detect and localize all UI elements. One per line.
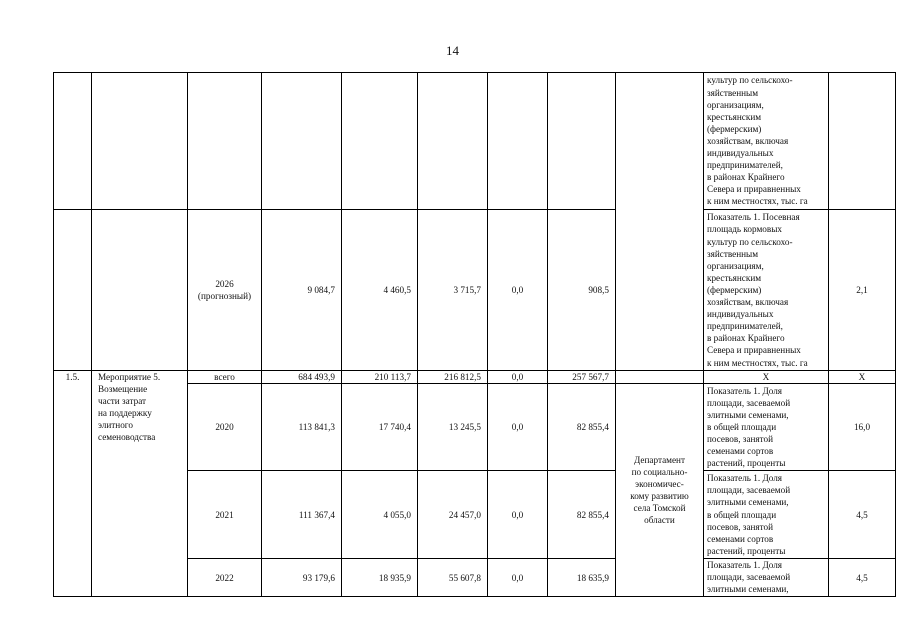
year-cell: всего xyxy=(188,371,262,384)
federal-cell: 210 113,7 xyxy=(342,371,418,384)
indicator-cell: X xyxy=(704,371,829,384)
total-cell: 684 493,9 xyxy=(262,371,342,384)
regional-cell xyxy=(418,73,488,210)
local-cell: 0,0 xyxy=(488,471,548,559)
other-cell: 18 635,9 xyxy=(548,559,616,597)
measure-name-cell xyxy=(92,73,188,210)
regional-cell: 13 245,5 xyxy=(418,384,488,471)
financing-table xyxy=(53,72,896,597)
row-number-cell: 1.5. xyxy=(54,371,92,597)
year-cell: 2021 xyxy=(188,471,262,559)
other-cell: 257 567,7 xyxy=(548,371,616,384)
local-cell: 0,0 xyxy=(488,371,548,384)
page-number: 14 xyxy=(446,43,459,58)
other-cell: 82 855,4 xyxy=(548,471,616,559)
other-cell xyxy=(548,73,616,210)
row-number-cell xyxy=(54,73,92,210)
year-cell: 2022 xyxy=(188,559,262,597)
executor-cell xyxy=(616,73,704,371)
table-row xyxy=(54,371,896,384)
indicator-value-cell: X xyxy=(829,371,896,384)
federal-cell: 17 740,4 xyxy=(342,384,418,471)
federal-cell: 4 055,0 xyxy=(342,471,418,559)
indicator-value-cell xyxy=(829,73,896,210)
indicator-cell: Показатель 1. Доля площади, засеваемой элитными семенами, в общей площади посевов, занятой семенами сортов растений, проценты xyxy=(704,384,829,471)
local-cell: 0,0 xyxy=(488,210,548,371)
total-cell xyxy=(262,73,342,210)
year-cell xyxy=(188,73,262,210)
indicator-value-cell: 16,0 xyxy=(829,384,896,471)
table-row xyxy=(54,73,896,210)
federal-cell: 18 935,9 xyxy=(342,559,418,597)
local-cell: 0,0 xyxy=(488,559,548,597)
regional-cell: 3 715,7 xyxy=(418,210,488,371)
measure-name-cell: Мероприятие 5. Возмещение части затрат на поддержку элитного семеноводства xyxy=(92,371,188,597)
total-cell: 9 084,7 xyxy=(262,210,342,371)
other-cell: 908,5 xyxy=(548,210,616,371)
regional-cell: 24 457,0 xyxy=(418,471,488,559)
year-cell: 2020 xyxy=(188,384,262,471)
federal-cell: 4 460,5 xyxy=(342,210,418,371)
total-cell: 113 841,3 xyxy=(262,384,342,471)
federal-cell xyxy=(342,73,418,210)
indicator-cell: культур по сельскохо- зяйственным организациям, крестьянским (фермерским) хозяйствам, включая индивидуальных предпринимателей, в районах Крайнего Севера и приравненных к ним местностях, тыс. га xyxy=(704,73,829,210)
local-cell xyxy=(488,73,548,210)
total-cell: 93 179,6 xyxy=(262,559,342,597)
total-cell: 111 367,4 xyxy=(262,471,342,559)
indicator-cell: Показатель 1. Посевная площадь кормовых культур по сельскохо- зяйственным организациям, крестьянским (фермерским) хозяйствам, включая индивидуальных предпринимателей, в районах Крайнего Севера и приравненных к ним местностях, тыс. га xyxy=(704,210,829,371)
executor-cell xyxy=(616,371,704,384)
row-number-cell xyxy=(54,210,92,371)
regional-cell: 216 812,5 xyxy=(418,371,488,384)
indicator-value-cell: 2,1 xyxy=(829,210,896,371)
regional-cell: 55 607,8 xyxy=(418,559,488,597)
measure-name-cell xyxy=(92,210,188,371)
indicator-value-cell: 4,5 xyxy=(829,471,896,559)
table-row xyxy=(54,210,896,371)
executor-cell: Департамент по социально- экономичес- кому развитию села Томской области xyxy=(616,384,704,597)
year-cell: 2026 (прогнозный) xyxy=(188,210,262,371)
indicator-value-cell: 4,5 xyxy=(829,559,896,597)
local-cell: 0,0 xyxy=(488,384,548,471)
other-cell: 82 855,4 xyxy=(548,384,616,471)
indicator-cell: Показатель 1. Доля площади, засеваемой элитными семенами, в общей площади посевов, занятой семенами сортов растений, проценты xyxy=(704,471,829,559)
indicator-cell: Показатель 1. Доля площади, засеваемой элитными семенами, xyxy=(704,559,829,597)
